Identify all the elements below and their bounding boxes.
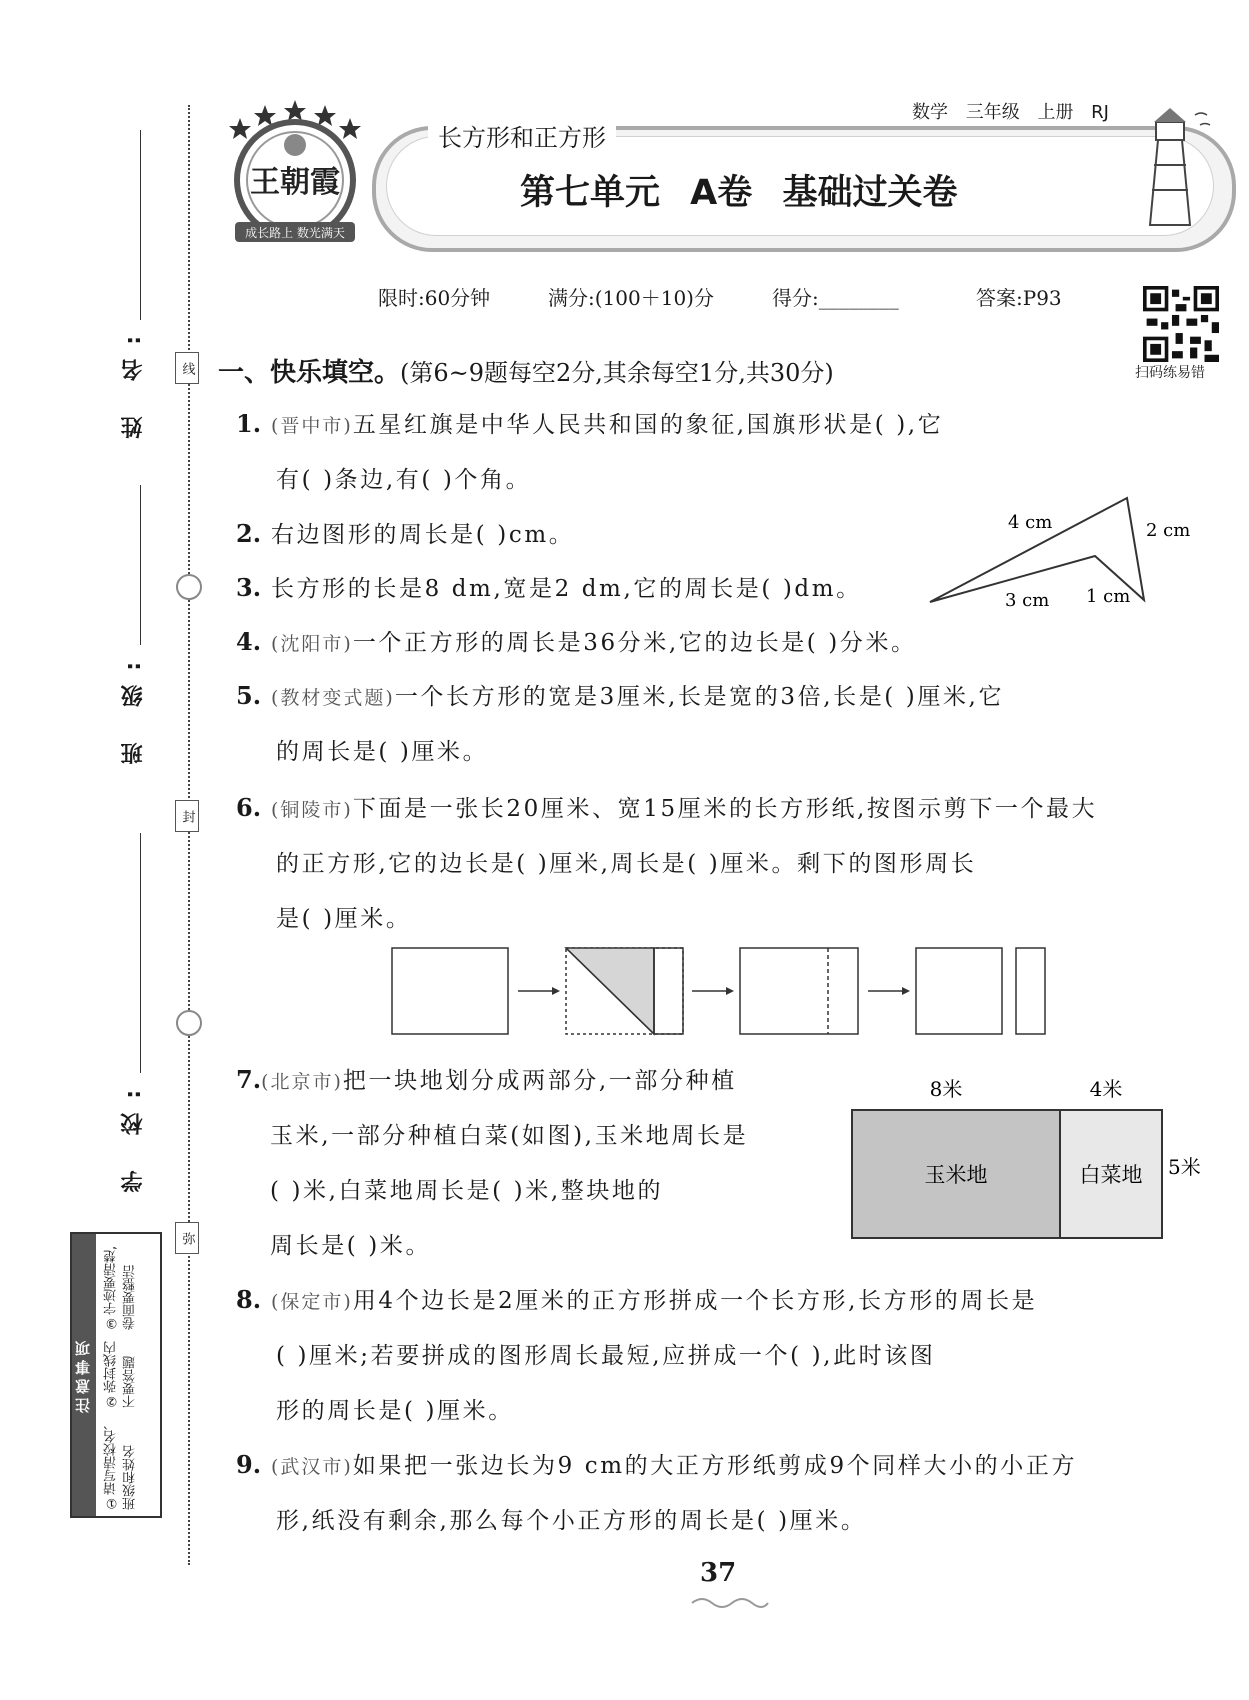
q9-text-1: 如果把一张边长为9 cm的大正方形纸剪成9个同样大小的小正方 [352, 1453, 1078, 1479]
q7-label-4m: 4米 [1089, 1077, 1123, 1101]
q2-label-1cm: 1 cm [1086, 586, 1131, 607]
brand-logo [220, 100, 370, 250]
q5-text-1: 一个长方形的宽是3厘米,长是宽的3倍,长是( )厘米,它 [394, 684, 1005, 710]
q8-source: (保定市) [270, 1291, 353, 1313]
q8-line1 [236, 1282, 1037, 1315]
section-1-note: (第6~9题每空2分,其余每空1分,共30分) [400, 359, 834, 387]
notice-item-3: ③字迹要清楚,卷面要整洁 [104, 1246, 138, 1331]
topic-title: 长方形和正方形 [428, 118, 616, 153]
q2-label-2cm: 2 cm [1146, 520, 1191, 541]
q6-number: 6. [236, 793, 262, 822]
q3-line1 [236, 570, 862, 603]
q4-source: (沈阳市) [270, 633, 353, 655]
q2-text: 右边图形的周长是( )cm。 [270, 522, 575, 548]
q7-field-figure [850, 1072, 1230, 1242]
q7-corn-label: 玉米地 [924, 1163, 988, 1187]
binding-swirl-icon-2 [176, 1010, 202, 1036]
q7-text-1: 把一块地划分成两部分,一部分种植 [342, 1068, 737, 1094]
q7-label-5m: 5米 [1168, 1155, 1201, 1179]
q4-line1 [236, 624, 917, 657]
q7-number: 7. [236, 1065, 262, 1094]
q6-cut-sequence-figure [390, 946, 1050, 1040]
q6-marked-rect [740, 948, 858, 1034]
score-field[interactable]: 得分:________ [772, 286, 899, 310]
q7-line3: ( )米,白菜地周长是( )米,整块地的 [270, 1178, 664, 1204]
lighthouse-icon [1120, 100, 1220, 230]
q6-paper-rect [392, 948, 508, 1034]
q7-label-8m: 8米 [929, 1077, 963, 1101]
q2-label-3cm: 3 cm [1005, 590, 1050, 611]
school-label: 学 校: [121, 1076, 146, 1193]
q6-text-1: 下面是一张长20厘米、宽15厘米的长方形纸,按图示剪下一个最大 [352, 796, 1098, 822]
name-blank-line [140, 130, 141, 320]
q6-line2: 的正方形,它的边长是( )厘米,周长是( )厘米。剩下的图形周长 [276, 851, 977, 877]
q2-figure [920, 490, 1220, 620]
q8-line3: 形的周长是( )厘米。 [276, 1398, 514, 1424]
q8-line2: ( )厘米;若要拼成的图形周长最短,应拼成一个( ),此时该图 [276, 1343, 936, 1369]
q1-line1 [236, 406, 943, 439]
logo-slogan: 成长路上 数光满天 [245, 226, 345, 240]
q4-number: 4. [236, 627, 262, 656]
q2-number: 2. [236, 519, 262, 548]
page-wave-decoration [690, 1594, 770, 1612]
q6-line3: 是( )厘米。 [276, 906, 412, 932]
binding-mark-seal: 封 [175, 800, 199, 832]
q9-line1 [236, 1447, 1077, 1480]
q2-label-4cm: 4 cm [1008, 512, 1053, 533]
q3-number: 3. [236, 573, 262, 602]
q6-line1 [236, 790, 1097, 823]
q7-cabbage-label: 白菜地 [1079, 1163, 1143, 1187]
notice-item-1: ①请写清校名、班级和姓名 [104, 1417, 138, 1510]
q6-remaining-strip [1016, 948, 1045, 1034]
binding-swirl-icon [176, 574, 202, 600]
subject-info: 数学 三年级 上册 RJ [912, 102, 1109, 123]
qr-label: 扫码练易错 [1135, 365, 1205, 381]
q6-cut-square [916, 948, 1002, 1034]
q1-line2: 有( )条边,有( )个角。 [276, 467, 532, 493]
class-blank-line [140, 485, 141, 645]
q6-source: (铜陵市) [270, 799, 353, 821]
notice-box [70, 1232, 162, 1518]
notice-item-2: ②弥封线内不要答题 [104, 1341, 138, 1409]
q7-line4: 周长是( )米。 [270, 1233, 432, 1259]
q9-number: 9. [236, 1450, 262, 1479]
logo-text: 王朝霞 [250, 165, 340, 200]
q8-number: 8. [236, 1285, 262, 1314]
q5-line1 [236, 678, 1004, 711]
q2-line1 [236, 516, 574, 549]
q7-source: (北京市) [261, 1071, 343, 1093]
q1-source: (晋中市) [270, 415, 353, 437]
q4-text: 一个正方形的周长是36分米,它的边长是( )分米。 [352, 630, 917, 656]
binding-mark-close: 弥 [175, 1222, 199, 1254]
q1-number: 1. [236, 409, 262, 438]
binding-mark-line: 线 [175, 352, 199, 384]
q8-text-1: 用4个边长是2厘米的正方形拼成一个长方形,长方形的周长是 [352, 1288, 1038, 1314]
full-score: 满分:(100＋10)分 [548, 286, 714, 310]
section-1-title: 一、快乐填空。 [218, 358, 401, 388]
time-limit: 限时:60分钟 [378, 286, 491, 310]
class-label: 班 级: [121, 648, 146, 765]
answer-page: 答案:P93 [976, 286, 1062, 310]
section-1-heading [218, 352, 834, 389]
q9-source: (武汉市) [270, 1456, 353, 1478]
q5-number: 5. [236, 681, 262, 710]
q7-line1 [236, 1062, 737, 1095]
notice-title: 注意事项 [72, 1234, 96, 1516]
name-label: 姓 名: [121, 322, 146, 439]
q5-line2: 的周长是( )厘米。 [276, 739, 489, 765]
q1-text-1: 五星红旗是中华人民共和国的象征,国旗形状是( ),它 [352, 412, 944, 438]
q3-text: 长方形的长是8 dm,宽是2 dm,它的周长是( )dm。 [270, 576, 862, 602]
school-blank-line [140, 833, 141, 1073]
q7-line2: 玉米,一部分种植白菜(如图),玉米地周长是 [270, 1123, 749, 1149]
qr-code-icon[interactable] [1143, 286, 1219, 362]
binding-dotted-line [188, 105, 190, 1565]
notice-items [102, 1238, 140, 1510]
q9-line2: 形,纸没有剩余,那么每个小正方形的周长是( )厘米。 [276, 1508, 867, 1534]
q5-source: (教材变式题) [270, 687, 395, 709]
page-number: 37 [700, 1558, 737, 1588]
unit-title: 第七单元 A卷 基础过关卷 [520, 173, 958, 213]
